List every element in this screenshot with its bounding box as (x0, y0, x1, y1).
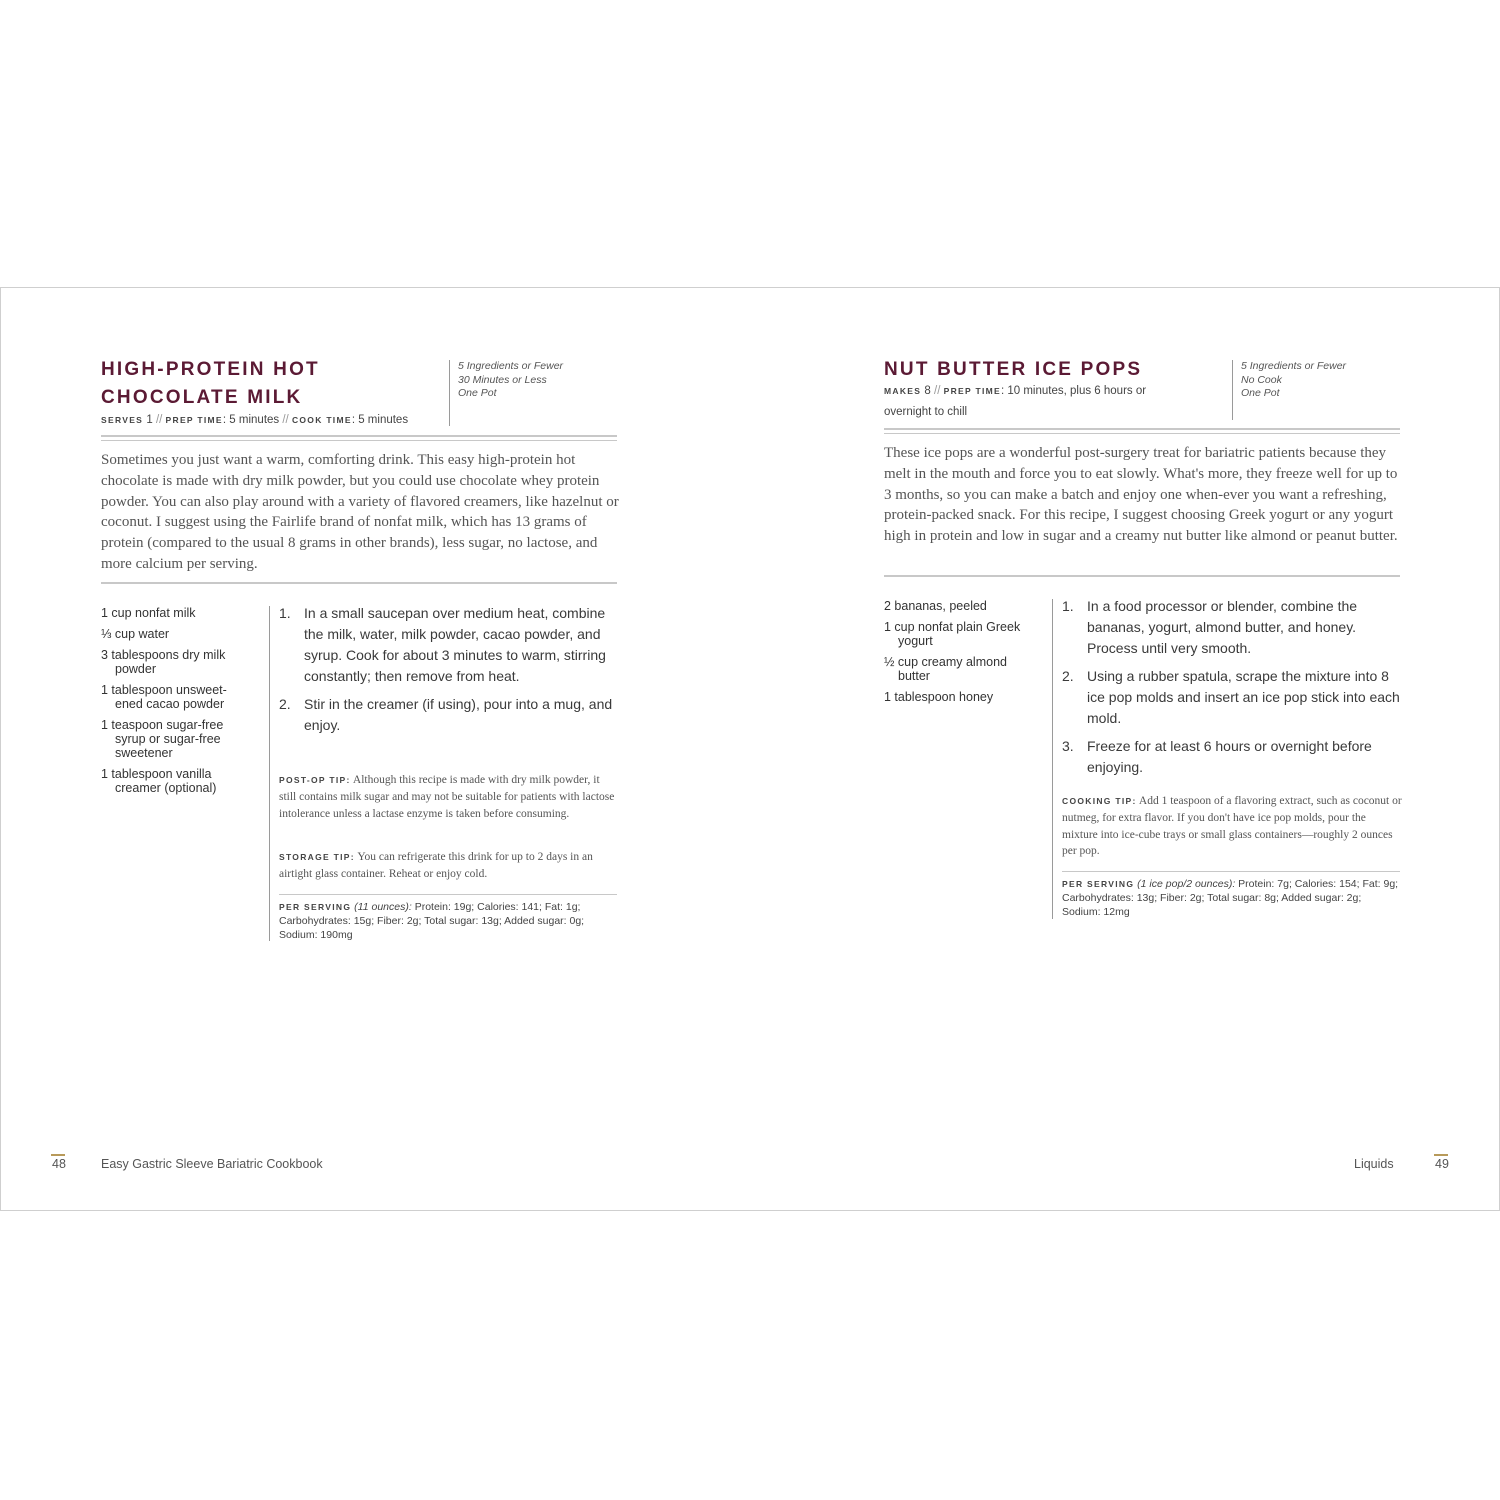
column-divider (1052, 599, 1053, 919)
prep-value: 10 minutes, plus 6 hours or (1007, 385, 1147, 397)
recipe-title (101, 356, 446, 412)
recipe-title: NUT BUTTER ICE POPS (884, 359, 1143, 380)
method-steps (1062, 596, 1402, 785)
tip-text: Although this recipe is made with dry milk powder, it still contains milk sugar and may not be suitable for patients with lactose intolerance unless a lactase enzyme is taken before consuming. (279, 774, 615, 820)
tip-text: You can refrigerate this drink for up to 2 days in an airtight glass container. Reheat or enjoy cold. (279, 851, 593, 880)
tip-text: Add 1 teaspoon of a flavoring extract, such as coconut or nutmeg, for extra flavor. If you don't have ice pop molds, pour the mixture into ice-cube trays or small glass containers—roughly 2 ounces per pop. (1062, 795, 1402, 858)
recipe-meta: MAKES 8 // PREP TIME: 10 minutes, plus 6 hours or overnight to chill (884, 385, 1147, 418)
tag: 5 Ingredients or Fewer (458, 360, 564, 372)
ingredient-item: 1 tablespoon unsweet-ened cacao powder (101, 683, 227, 711)
step-item (279, 603, 619, 687)
running-section: Liquids (1354, 1157, 1394, 1171)
recipe-tags (1232, 360, 1346, 420)
recipe-intro: Sometimes you just want a warm, comforting drink. This easy high-protein hot chocolate is made with dry milk powder, but you could use chocolate whey protein powder. You can also play around with a variety of flavored creamers, like hazelnut or coconut. I suggest using the Fairlife brand of nonfat milk, which has 13 grams of protein (compared to the usual 8 grams in other brands), less sugar, no lactose, and more calcium per serving. (101, 452, 619, 572)
step-number: 1. (279, 605, 291, 621)
serves-label: SERVES (101, 415, 144, 425)
title-line-1: HIGH-PROTEIN HOT (101, 359, 320, 380)
tag: No Cook (1241, 373, 1282, 386)
recipe-intro: These ice pops are a wonderful post-surgery treat for bariatric patients because they melt in the mouth and force you to eat slowly. What's more, they freeze well for up to 3 months, so you can make a batch and enjoy one when-ever you want a refreshing, protein-packed snack. For this recipe, I suggest choosing Greek yogurt or any yogurt high in protein and low in sugar and a creamy nut butter like almond or peanut butter. (884, 445, 1398, 545)
ingredient-item: 2 bananas, peeled (884, 599, 987, 613)
header-divider (884, 428, 1400, 430)
step-item (1062, 666, 1402, 729)
ingredient-item: 1 cup nonfat plain Greek yogurt (884, 620, 1021, 648)
ingredient-item: 1 tablespoon vanilla creamer (optional) (101, 767, 217, 795)
intro-divider (101, 582, 617, 584)
ingredient-item: 1 teaspoon sugar-free syrup or sugar-free sweetener (101, 718, 224, 760)
makes-label: MAKES (884, 386, 922, 396)
prep-value: 5 minutes (229, 414, 280, 426)
prep-label: PREP TIME (943, 386, 1001, 396)
meta-separator: // (282, 414, 289, 426)
tip-label: POST-OP TIP: (279, 775, 351, 785)
step-text: In a food processor or blender, combine the bananas, yogurt, almond butter, and honey. Process until very smooth. (1087, 598, 1358, 656)
step-item (1062, 736, 1402, 778)
serving-size: (1 ice pop/2 ounces): (1137, 878, 1236, 890)
serving-label: PER SERVING (279, 902, 352, 912)
tag: 5 Ingredients or Fewer (1241, 360, 1347, 372)
intro-divider (884, 575, 1400, 577)
recipe-tags (449, 360, 563, 426)
step-number: 2. (279, 696, 291, 712)
ingredient-item: 1 tablespoon honey (884, 690, 994, 704)
tip-label: COOKING TIP: (1062, 796, 1137, 806)
tip-label: STORAGE TIP: (279, 852, 355, 862)
serving-size: (11 ounces): (354, 901, 412, 913)
title-line-2: CHOCOLATE MILK (101, 387, 303, 408)
page-number: 48 (52, 1157, 66, 1171)
step-number: 3. (1062, 738, 1074, 754)
step-number: 2. (1062, 668, 1074, 684)
step-text: Freeze for at least 6 hours or overnight before enjoying. (1087, 738, 1372, 775)
folio-accent (51, 1154, 65, 1156)
left-page (1, 288, 750, 1210)
tag: 30 Minutes or Less (458, 373, 547, 386)
step-text: Stir in the creamer (if using), pour into a mug, and enjoy. (304, 696, 613, 733)
step-text: Using a rubber spatula, scrape the mixture into 8 ice pop molds and insert an ice pop stick into each mold. (1087, 668, 1400, 726)
step-item (279, 694, 619, 736)
method-steps (279, 603, 619, 743)
per-serving-info (279, 900, 624, 942)
tag: One Pot (458, 387, 497, 399)
column-divider (269, 606, 270, 941)
ingredient-item: 1 cup nonfat milk (101, 606, 196, 620)
prep-value-cont: overnight to chill (884, 406, 968, 418)
book-spread (0, 287, 1500, 1211)
meta-separator: // (934, 385, 941, 397)
right-page (750, 288, 1499, 1210)
prep-label: PREP TIME (165, 415, 223, 425)
cook-value: 5 minutes (358, 414, 409, 426)
makes-value: 8 (924, 385, 931, 397)
ingredient-item: ⅓ cup water (101, 627, 170, 641)
ingredient-item: ½ cup creamy almond butter (884, 655, 1007, 683)
serving-divider (279, 894, 617, 895)
nutrition-text: Protein: 7g; Calories: 154; Fat: 9g; Carbohydrates: 13g; Fiber: 2g; Total sugar: 8g; Added sugar: 2g; Sodium: 12mg (1062, 878, 1399, 918)
per-serving-info (1062, 877, 1402, 919)
nutrition-text: Protein: 19g; Calories: 141; Fat: 1g; Carbohydrates: 15g; Fiber: 2g; Total sugar: 13g; Added sugar: 0g; Sodium: 190mg (279, 901, 585, 941)
ingredient-list (884, 599, 1034, 711)
serves-value: 1 (146, 414, 153, 426)
meta-separator: // (155, 414, 163, 426)
serving-divider (1062, 871, 1400, 872)
step-item (1062, 596, 1402, 659)
step-text: In a small saucepan over medium heat, combine the milk, water, milk powder, cacao powder, and syrup. Cook for about 3 minutes to warm, stirring constantly; then remove from heat. (304, 605, 606, 684)
tag: One Pot (1241, 387, 1280, 399)
serving-label: PER SERVING (1062, 879, 1135, 889)
cooking-tip (1062, 793, 1404, 860)
header-divider (101, 435, 617, 437)
page-number: 49 (1435, 1157, 1449, 1171)
step-number: 1. (1062, 598, 1074, 614)
folio-accent (1434, 1154, 1448, 1156)
cook-label: COOK TIME (291, 415, 352, 425)
ingredient-list (101, 606, 251, 802)
post-op-tip (279, 772, 619, 822)
ingredient-item: 3 tablespoons dry milk powder (101, 648, 226, 676)
storage-tip (279, 849, 619, 883)
running-title: Easy Gastric Sleeve Bariatric Cookbook (101, 1157, 323, 1171)
recipe-meta: SERVES 1 // PREP TIME: 5 minutes // COOK TIME: 5 minutes (101, 414, 409, 426)
